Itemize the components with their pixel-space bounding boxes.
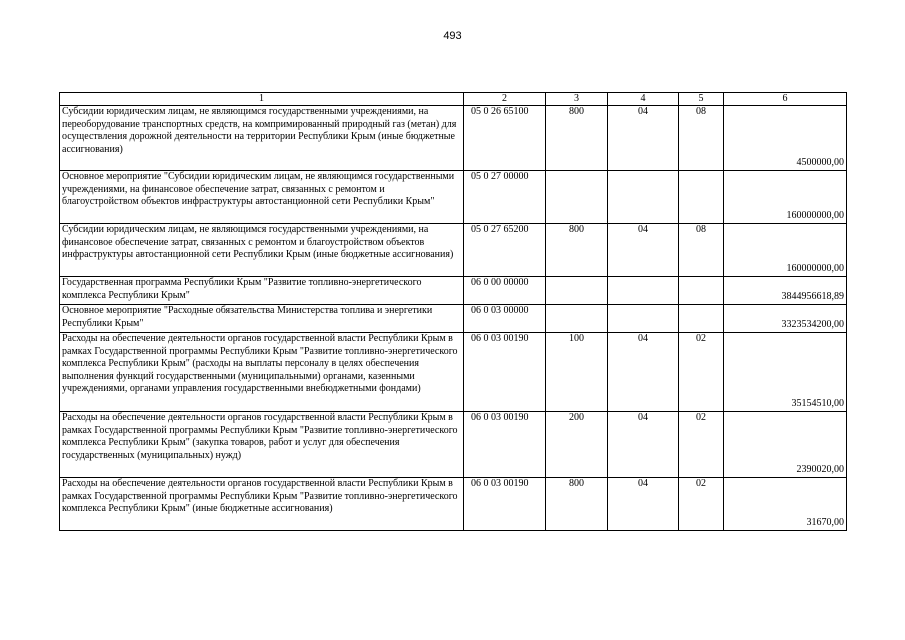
row-section: 04 — [608, 333, 679, 412]
header-col-4: 4 — [608, 93, 679, 106]
row-subsection: 02 — [679, 478, 724, 531]
table-row — [60, 224, 847, 277]
row-section: 04 — [608, 412, 679, 478]
row-section — [608, 277, 679, 305]
row-description: Субсидии юридическим лицам, не являющимся государственными учреждениями, на финансовое обеспечение затрат, связанных с ремонтом и благоустройством объектов инфраструктуры автостанционной сети Республики Крым (иные бюджетные ассигнования) — [60, 224, 464, 277]
row-target-article: 05 0 27 65200 — [464, 224, 546, 277]
row-target-article: 06 0 00 00000 — [464, 277, 546, 305]
header-col-6: 6 — [724, 93, 847, 106]
row-amount: 3844956618,89 — [724, 277, 847, 305]
row-description: Расходы на обеспечение деятельности органов государственной власти Республики Крым в рамках Государственной программы Республики Крым "Развитие топливно-энергетического комплекса Республики Крым" (иные бюджетные ассигнования) — [60, 478, 464, 531]
row-section: 04 — [608, 106, 679, 171]
row-expense-type: 100 — [546, 333, 608, 412]
row-expense-type: 200 — [546, 412, 608, 478]
table-row — [60, 277, 847, 305]
row-section: 04 — [608, 224, 679, 277]
row-section: 04 — [608, 478, 679, 531]
table-row — [60, 305, 847, 333]
table-row — [60, 171, 847, 224]
row-target-article: 06 0 03 00000 — [464, 305, 546, 333]
row-description: Расходы на обеспечение деятельности органов государственной власти Республики Крым в рамках Государственной программы Республики Крым "Развитие топливно-энергетического комплекса Республики Крым" (закупка товаров, работ и услуг для обеспечения государственных (муниципальных) нужд) — [60, 412, 464, 478]
row-subsection — [679, 305, 724, 333]
row-amount: 160000000,00 — [724, 171, 847, 224]
budget-table — [59, 92, 847, 531]
row-description: Субсидии юридическим лицам, не являющимся государственными учреждениями, на переоборудование транспортных средств, на компримированный природный газ (метан) для осуществления дорожной деятельности на территории Республики Крым (иные бюджетные ассигнования) — [60, 106, 464, 171]
row-expense-type: 800 — [546, 478, 608, 531]
table-header-row — [60, 93, 847, 106]
table-row — [60, 333, 847, 412]
row-amount: 3323534200,00 — [724, 305, 847, 333]
row-description: Расходы на обеспечение деятельности органов государственной власти Республики Крым в рамках Государственной программы Республики Крым "Развитие топливно-энергетического комплекса Республики Крым" (расходы на выплаты персоналу в целях обеспечения выполнения функций государственными (муниципальными) органами, казенными учреждениями, органами управления государственными внебюджетными фондами) — [60, 333, 464, 412]
row-expense-type — [546, 277, 608, 305]
header-col-1: 1 — [60, 93, 464, 106]
table-row — [60, 478, 847, 531]
row-amount: 2390020,00 — [724, 412, 847, 478]
header-col-5: 5 — [679, 93, 724, 106]
row-subsection: 02 — [679, 333, 724, 412]
row-expense-type: 800 — [546, 106, 608, 171]
row-amount: 160000000,00 — [724, 224, 847, 277]
table-row — [60, 412, 847, 478]
row-subsection: 02 — [679, 412, 724, 478]
table-row — [60, 106, 847, 171]
row-subsection — [679, 277, 724, 305]
row-target-article: 06 0 03 00190 — [464, 478, 546, 531]
row-description: Государственная программа Республики Крым "Развитие топливно-энергетического комплекса Республики Крым" — [60, 277, 464, 305]
row-target-article: 05 0 27 00000 — [464, 171, 546, 224]
row-subsection: 08 — [679, 106, 724, 171]
row-amount: 31670,00 — [724, 478, 847, 531]
header-col-3: 3 — [546, 93, 608, 106]
row-subsection: 08 — [679, 224, 724, 277]
row-target-article: 06 0 03 00190 — [464, 412, 546, 478]
row-expense-type — [546, 305, 608, 333]
row-expense-type — [546, 171, 608, 224]
row-description: Основное мероприятие "Субсидии юридическим лицам, не являющимся государственными учреждениями, на финансовое обеспечение затрат, связанных с ремонтом и благоустройством объектов инфраструктуры автостанционной сети Республики Крым" — [60, 171, 464, 224]
page-number: 493 — [443, 30, 462, 42]
row-section — [608, 171, 679, 224]
row-amount: 4500000,00 — [724, 106, 847, 171]
row-amount: 35154510,00 — [724, 333, 847, 412]
row-subsection — [679, 171, 724, 224]
row-description: Основное мероприятие "Расходные обязательства Министерства топлива и энергетики Республики Крым" — [60, 305, 464, 333]
row-target-article: 06 0 03 00190 — [464, 333, 546, 412]
row-expense-type: 800 — [546, 224, 608, 277]
row-section — [608, 305, 679, 333]
header-col-2: 2 — [464, 93, 546, 106]
row-target-article: 05 0 26 65100 — [464, 106, 546, 171]
